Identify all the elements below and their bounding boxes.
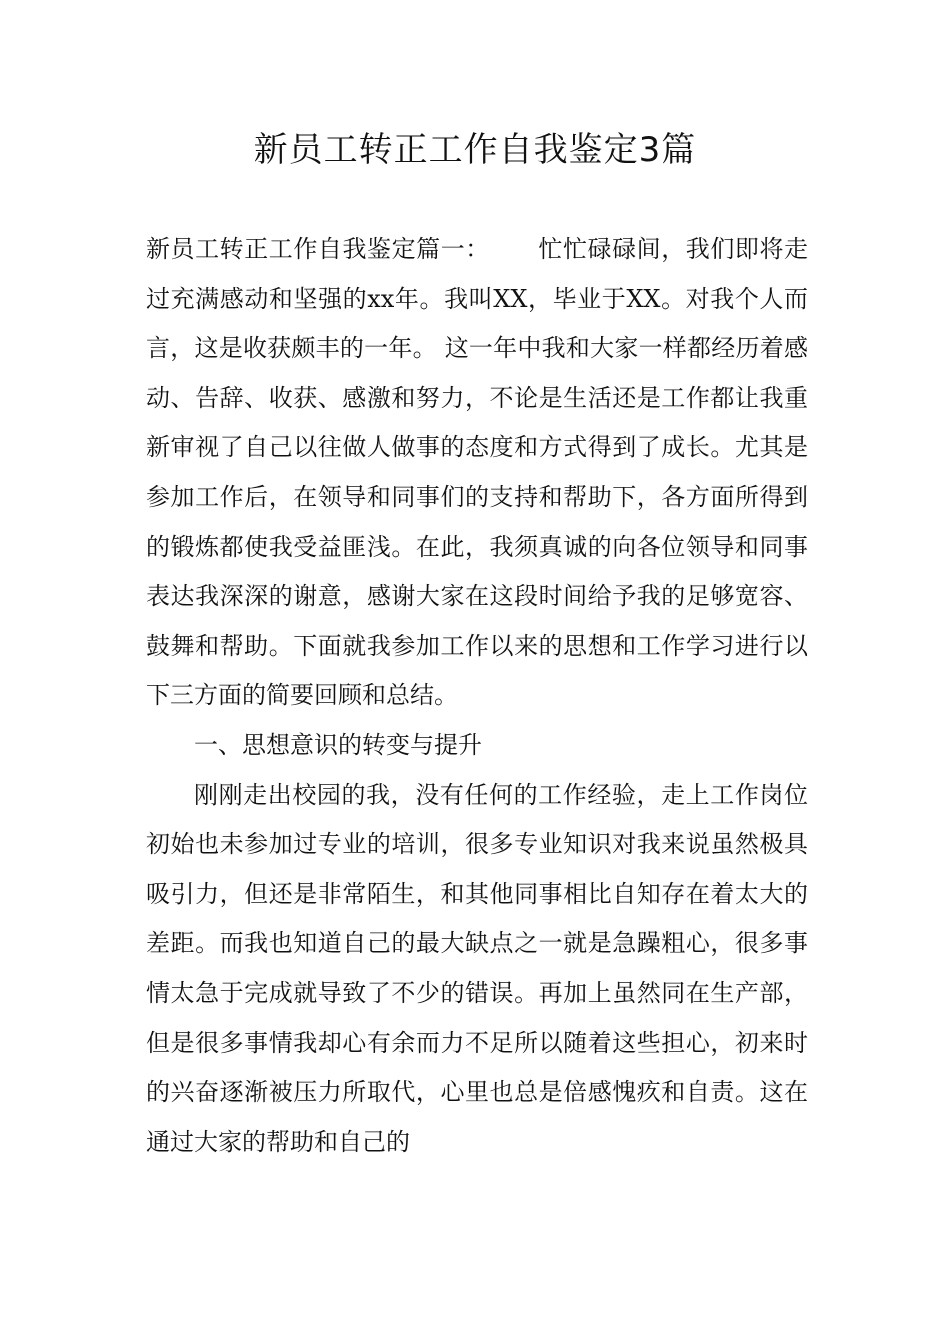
paragraph-text: 刚刚走出校园的我，没有任何的工作经验，走上工作岗位初始也未参加过专业的培训，很多专业知识对我来说虽然极具吸引力，但还是非常陌生，和其他同事相比自知存在着太大的差距。而我也知道自己的最大缺点之一就是急躁粗心，很多事情太急于完成就导致了不少的错误。再加上虽然同在生产部，但是很多事情我却心有余而力不足所以随着这些担心，初来时的兴奋逐渐被压力所取代，心里也总是倍感愧疚和自责。这在通过大家的帮助和自己的 [146,780,808,1156]
paragraph-text: 忙忙碌碌间，我们即将走过充满感动和坚强的xx年。我叫XX，毕业于XX。对我个人而言，这是收获颇丰的一年。 这一年中我和大家一样都经历着感动、告辞、收获、感激和努力，不论是生活还是工作都让我重新审视了自己以往做人做事的态度和方式得到了成长。尤其是参加工作后，在领导和同事们的支持和帮助下，各方面所得到的锻炼都使我受益匪浅。在此，我须真诚的向各位领导和同事表达我深深的谢意，感谢大家在这段时间给予我的足够宽容、鼓舞和帮助。下面就我参加工作以来的思想和工作学习进行以下三方面的简要回顾和总结。 [146,235,809,710]
document-title: 新员工转正工作自我鉴定3篇 [253,130,697,170]
section-label: 新员工转正工作自我鉴定篇一： [146,235,490,263]
document-body [146,225,808,1167]
paragraph-intro [146,225,808,721]
section-heading: 一、思想意识的转变与提升 [194,730,482,759]
